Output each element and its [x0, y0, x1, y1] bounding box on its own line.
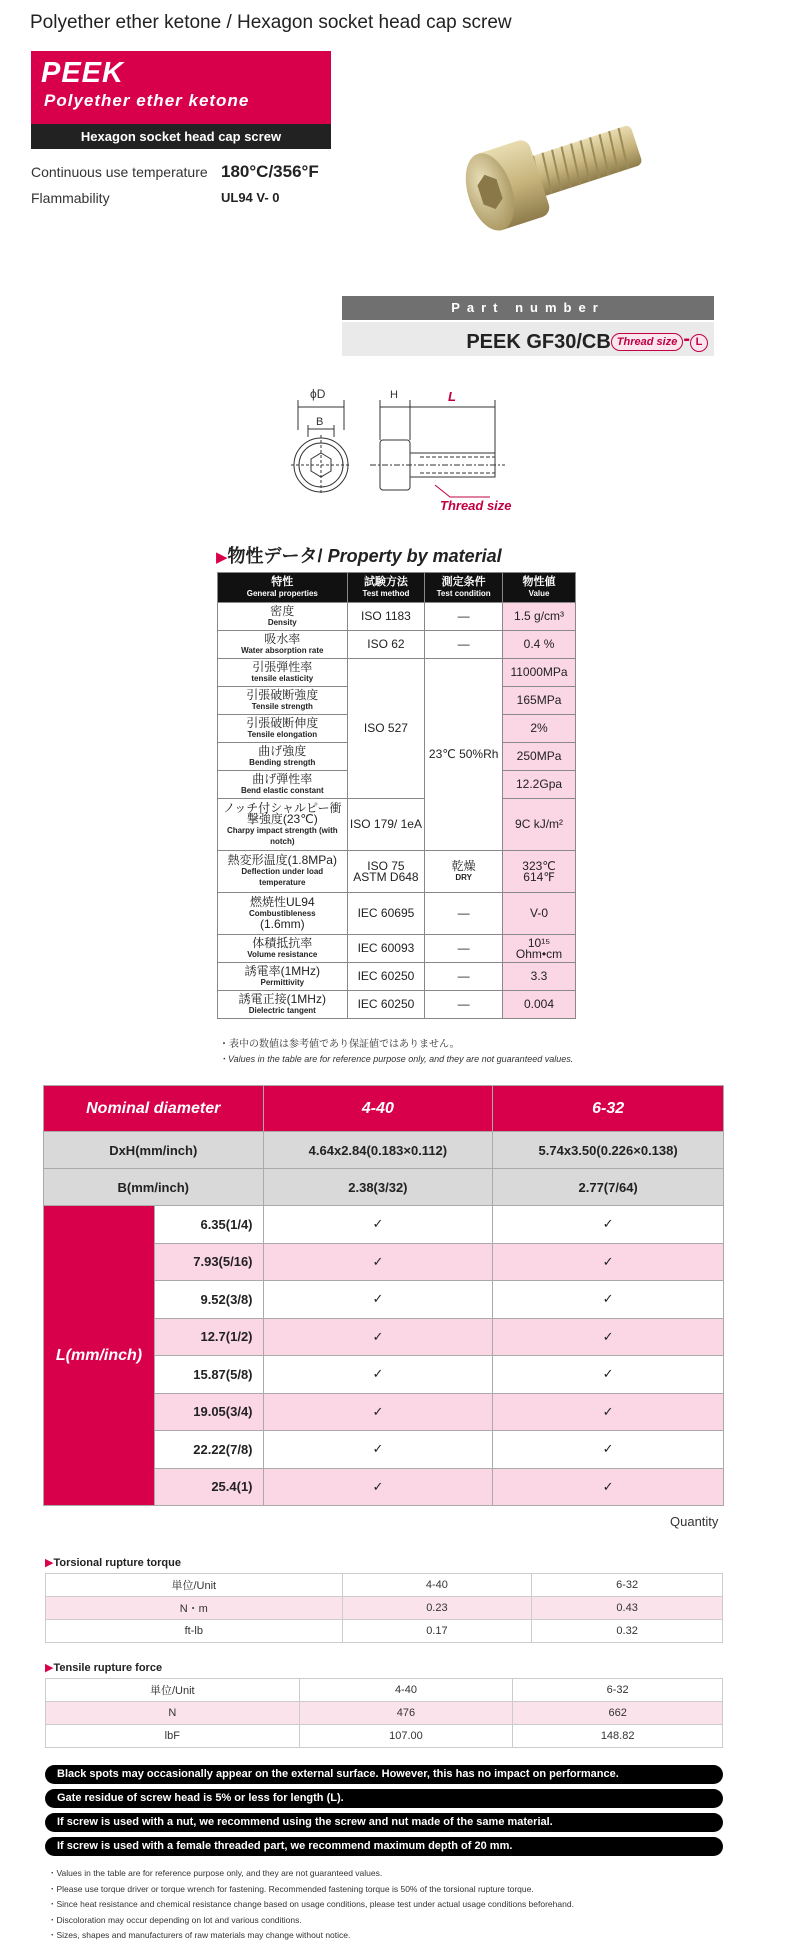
diagram-label-b: B	[316, 416, 324, 428]
logo-subtitle: Polyether ether ketone	[44, 91, 250, 110]
notice-item: If screw is used with a nut, we recommend using the screw and nut made of the same material.	[45, 1813, 723, 1832]
table-row: 燃焼性UL94 Combustibleness (1.6mm) IEC 60695 — V-0	[218, 893, 576, 935]
torsional-heading: ▶Torsional rupture torque	[45, 1557, 181, 1569]
footnote: ・Sizes, shapes and manufacturers of raw materials may change without notice.	[48, 1930, 351, 1940]
table-row: N・m 0.23 0.43	[46, 1597, 723, 1620]
table-row: 単位/Unit 4-40 6-32	[46, 1679, 723, 1702]
property-table	[217, 572, 576, 1019]
length-row: 22.22(7/8) ✓ ✓	[44, 1431, 724, 1469]
property-note-en: ・Values in the table are for reference purpose only, and they are not guaranteed values.	[219, 1054, 574, 1064]
property-note-jp: ・表中の数値は参考値であり保証値ではありません。	[219, 1039, 460, 1050]
nominal-header-row: Nominal diameter 4-40 6-32	[44, 1086, 724, 1132]
table-row: 体積抵抗率 Volume resistance IEC 60093 — 10¹⁵ Ohm•cm	[218, 935, 576, 963]
table-row: N 476 662	[46, 1702, 723, 1725]
table-row: 単位/Unit 4-40 6-32	[46, 1574, 723, 1597]
heading-triangle-icon: ▶	[216, 549, 228, 566]
table-row: 引張弾性率 tensile elasticity ISO 527 23℃ 50%Rh 11000MPa	[218, 659, 576, 687]
part-number-header: Part number	[342, 296, 714, 320]
property-header-row	[218, 573, 576, 603]
nominal-diameter-table	[43, 1085, 724, 1506]
spec-label: Flammability	[31, 190, 110, 206]
property-heading-jp: 物性データ/	[227, 546, 323, 566]
length-badge: L	[690, 334, 708, 352]
thread-size-badge: Thread size	[611, 333, 684, 351]
table-row: 引張破断伸度 Tensile elongation 2%	[218, 715, 576, 743]
table-row: ノッチ付シャルピー衝撃強度(23℃) Charpy impact strength (with notch) ISO 179/ 1eA 9C kJ/m²	[218, 799, 576, 851]
spec-value: UL94 V- 0	[221, 190, 280, 205]
table-row: 誘電正接(1MHz) Dielectric tangent IEC 60250 — 0.004	[218, 991, 576, 1019]
table-row: ft-lb 0.17 0.32	[46, 1620, 723, 1643]
diagram-label-phid: ϕD	[310, 387, 326, 401]
header-cell: 特性 General properties	[218, 573, 348, 603]
footnote: ・Please use torque driver or torque wrench for fastening. Recommended fastening torque is 50% of the torsional rupture torque.	[48, 1883, 534, 1894]
length-row: 15.87(5/8) ✓ ✓	[44, 1356, 724, 1394]
footnote: ・Since heat resistance and chemical resistance change based on usage conditions, please test under actual usage conditions beforehand.	[48, 1899, 574, 1909]
spec-value: 180°C/356°F	[221, 162, 319, 181]
table-row: 吸水率 Water absorption rate ISO 62 — 0.4 %	[218, 631, 576, 659]
spec-flammability	[31, 190, 280, 206]
logo-bar: Hexagon socket head cap screw	[31, 124, 331, 149]
length-row: 7.93(5/16) ✓ ✓	[44, 1243, 724, 1281]
peek-logo	[31, 51, 331, 149]
diagram-label-l: L	[448, 389, 456, 404]
tensile-heading: ▶Tensile rupture force	[45, 1662, 163, 1674]
header-cell: 物性値 Value	[503, 573, 576, 603]
table-row: 曲げ強度 Bending strength 250MPa	[218, 743, 576, 771]
length-row: 19.05(3/4) ✓ ✓	[44, 1393, 724, 1431]
dxh-row: DxH(mm/inch) 4.64x2.84(0.183×0.112) 5.74x3.50(0.226×0.138)	[44, 1132, 724, 1169]
notice-item: Gate residue of screw head is 5% or less for length (L).	[45, 1789, 723, 1808]
torsional-table	[45, 1573, 723, 1643]
b-row: B(mm/inch) 2.38(3/32) 2.77(7/64)	[44, 1169, 724, 1206]
property-heading	[216, 542, 502, 568]
logo-title: PEEK	[41, 57, 124, 89]
notice-item: If screw is used with a female threaded part, we recommend maximum depth of 20 mm.	[45, 1837, 723, 1856]
property-heading-en: Property by material	[322, 546, 502, 566]
dimension-diagram	[290, 385, 550, 520]
length-row: 9.52(3/8) ✓ ✓	[44, 1281, 724, 1319]
part-number-dash: -	[683, 328, 690, 350]
notice-item: Black spots may occasionally appear on the external surface. However, this has no impact on performance.	[45, 1765, 723, 1784]
table-row: 熱変形温度(1.8MPa) Deflection under load temperature ISO 75 ASTM D648 乾燥 DRY 323℃ 614℉	[218, 851, 576, 893]
spec-label: Continuous use temperature	[31, 164, 208, 180]
screw-image	[440, 95, 670, 255]
header-cell: 試験方法 Test method	[347, 573, 425, 603]
notice-list	[45, 1765, 723, 1861]
header-cell: 測定条件 Test condition	[425, 573, 503, 603]
footnote: ・Discoloration may occur depending on lot and various conditions.	[48, 1914, 302, 1925]
heading-triangle-icon: ▶	[45, 1662, 54, 1674]
heading-triangle-icon: ▶	[45, 1557, 54, 1569]
length-row: 25.4(1) ✓ ✓	[44, 1468, 724, 1506]
page-title: Polyether ether ketone / Hexagon socket head cap screw	[30, 12, 512, 33]
table-row: 密度 Density ISO 1183 — 1.5 g/cm³	[218, 603, 576, 631]
spec-temperature	[31, 162, 319, 181]
table-row: lbF 107.00 148.82	[46, 1725, 723, 1748]
part-number-code: PEEK GF30/CB	[466, 331, 611, 353]
footnotes	[48, 1866, 574, 1944]
quantity-label: Quantity	[670, 1514, 719, 1529]
table-row: 引張破断強度 Tensile strength 165MPa	[218, 687, 576, 715]
diagram-label-h: H	[390, 389, 398, 401]
diagram-label-thread: Thread size	[440, 498, 512, 513]
table-row: 曲げ弾性率 Bend elastic constant 12.2Gpa	[218, 771, 576, 799]
tensile-table	[45, 1678, 723, 1748]
part-number-value	[342, 322, 714, 356]
length-row: L(mm/inch) 6.35(1/4) ✓ ✓	[44, 1206, 724, 1244]
footnote: ・Values in the table are for reference purpose only, and they are not guaranteed values.	[48, 1868, 383, 1878]
length-row: 12.7(1/2) ✓ ✓	[44, 1318, 724, 1356]
table-row: 誘電率(1MHz) Permittivity IEC 60250 — 3.3	[218, 963, 576, 991]
